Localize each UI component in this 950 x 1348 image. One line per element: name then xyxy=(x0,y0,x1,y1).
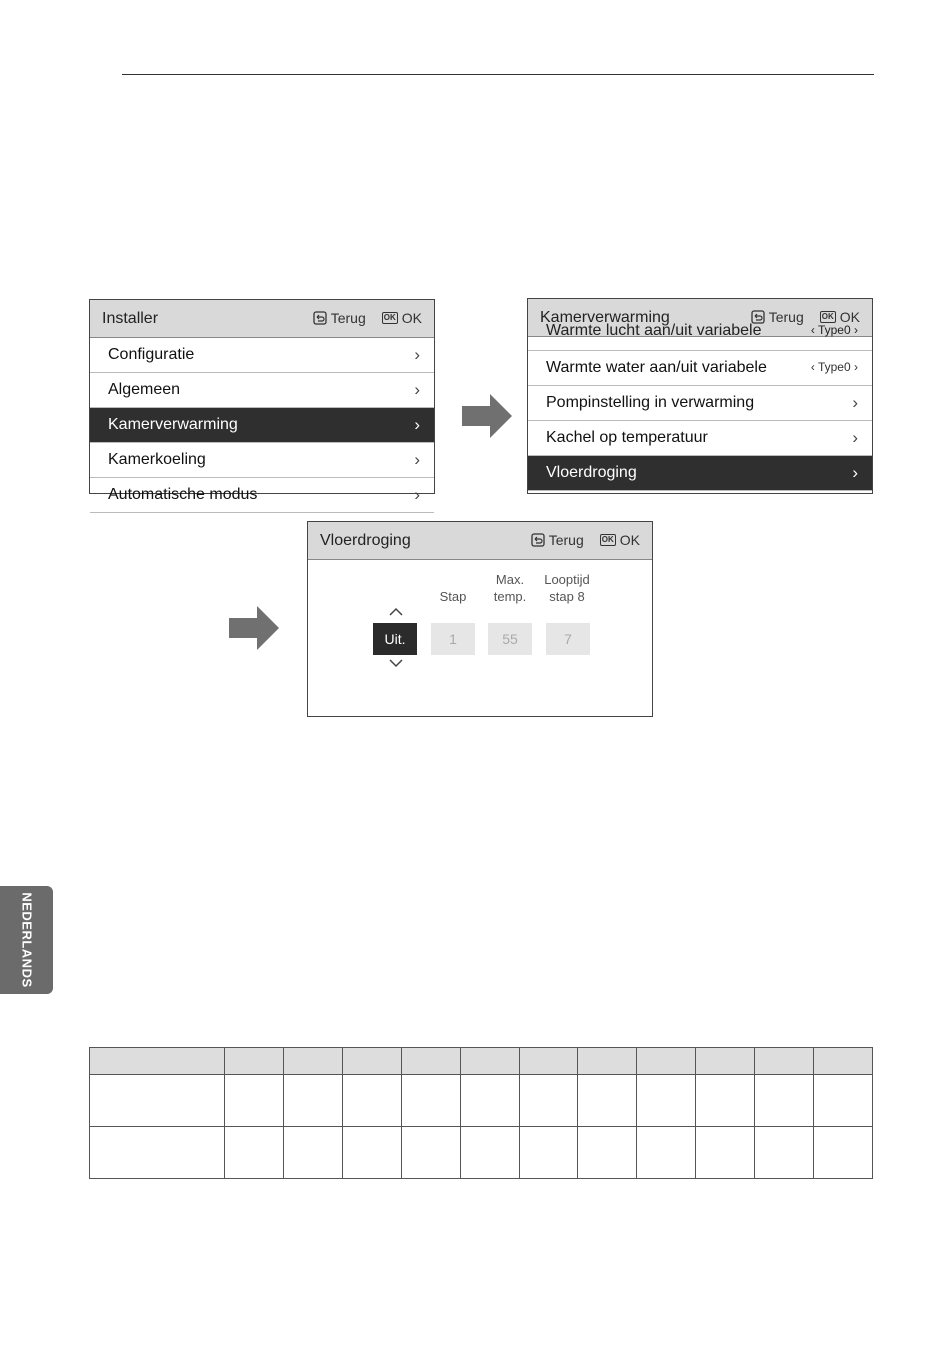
table-cell xyxy=(696,1048,755,1075)
menu-item-label: Automatische modus xyxy=(108,486,258,503)
table-cell xyxy=(637,1075,696,1127)
menu-item-pompinstelling[interactable] xyxy=(528,386,872,421)
menu-item-label: Configuratie xyxy=(108,346,195,363)
option-value[interactable] xyxy=(811,360,858,374)
table-cell xyxy=(755,1075,814,1127)
screen-title: Installer xyxy=(102,310,159,327)
table-cell xyxy=(342,1075,401,1127)
caret-up-icon[interactable] xyxy=(388,607,404,617)
menu-item-vloerdroging[interactable] xyxy=(528,456,872,491)
table-cell xyxy=(225,1075,284,1127)
language-side-tab xyxy=(0,886,53,994)
back-icon[interactable] xyxy=(531,533,545,547)
chevron-left-icon: ‹ xyxy=(810,360,815,374)
table-cell xyxy=(814,1075,873,1127)
ok-label[interactable]: OK xyxy=(619,532,640,548)
side-tab-label: NEDERLANDS xyxy=(19,892,35,988)
table-cell xyxy=(225,1127,284,1179)
arrow-right-icon xyxy=(462,394,514,438)
table-cell xyxy=(90,1075,225,1127)
menu-item-label: Kamerverwarming xyxy=(108,416,238,433)
menu-item-warmte-lucht[interactable] xyxy=(528,322,872,351)
max-temp-value[interactable]: 55 xyxy=(488,623,532,655)
screen-header xyxy=(90,300,434,338)
table-cell xyxy=(401,1048,460,1075)
stap-value[interactable]: 1 xyxy=(431,623,475,655)
col-header-max-line1: Max. xyxy=(495,572,525,587)
col-header-max-temp xyxy=(480,571,540,605)
menu-item-label: Pompinstelling in verwarming xyxy=(546,394,755,411)
chevron-right-icon: › xyxy=(414,415,420,434)
vloerdroging-screen xyxy=(307,521,653,717)
chevron-right-icon: › xyxy=(852,393,858,412)
caret-down-icon[interactable] xyxy=(388,658,404,668)
table-cell xyxy=(696,1075,755,1127)
col-header-loop-line2: stap 8 xyxy=(549,589,585,604)
chevron-right-icon: › xyxy=(414,345,420,364)
table-cell xyxy=(460,1127,519,1179)
menu-item-kamerverwarming[interactable] xyxy=(90,408,434,443)
kamerverwarming-screen xyxy=(527,298,873,494)
menu-item-algemeen[interactable] xyxy=(90,373,434,408)
top-rule xyxy=(122,74,874,75)
menu-item-label: Warmte water aan/uit variabele xyxy=(546,359,767,376)
menu-item-label: Kamerkoeling xyxy=(108,451,206,468)
table-cell xyxy=(814,1127,873,1179)
menu-item-label: Vloerdroging xyxy=(546,464,637,481)
col-header-loop-line1: Looptijd xyxy=(544,572,590,587)
col-header-max-line2: temp. xyxy=(493,589,527,604)
chevron-right-icon: › xyxy=(854,360,858,374)
screen-header xyxy=(308,522,652,560)
back-label[interactable]: Terug xyxy=(768,309,804,325)
table-cell xyxy=(342,1048,401,1075)
table-cell xyxy=(696,1127,755,1179)
menu-item-label: Algemeen xyxy=(108,381,181,398)
table-cell xyxy=(401,1127,460,1179)
table-header-row xyxy=(90,1048,873,1075)
table-cell xyxy=(519,1127,578,1179)
option-value-text: Type0 xyxy=(817,323,851,337)
table-cell xyxy=(637,1127,696,1179)
ok-label[interactable]: OK xyxy=(401,310,422,326)
back-label[interactable]: Terug xyxy=(548,532,584,548)
ok-label[interactable]: OK xyxy=(839,309,860,325)
chevron-right-icon: › xyxy=(852,463,858,482)
table-cell xyxy=(637,1048,696,1075)
header-controls xyxy=(531,532,640,548)
table-cell xyxy=(342,1127,401,1179)
col-header-stap xyxy=(423,588,483,605)
data-table xyxy=(89,1047,873,1179)
table-cell xyxy=(90,1127,225,1179)
table-cell xyxy=(90,1048,225,1075)
table-cell xyxy=(460,1075,519,1127)
ok-icon[interactable]: OK xyxy=(383,313,396,322)
table-row xyxy=(90,1127,873,1179)
col-header-looptijd xyxy=(537,571,597,605)
menu-item-configuratie[interactable] xyxy=(90,338,434,373)
option-value-text: Type0 xyxy=(817,360,851,374)
header-controls xyxy=(313,310,422,326)
table-cell xyxy=(283,1075,342,1127)
table-cell xyxy=(814,1048,873,1075)
ok-icon[interactable]: OK xyxy=(821,312,834,321)
chevron-right-icon: › xyxy=(852,428,858,447)
col-header-stap-text: Stap xyxy=(439,589,467,604)
state-value[interactable]: Uit. xyxy=(373,623,417,655)
table-cell xyxy=(755,1048,814,1075)
table-cell xyxy=(578,1048,637,1075)
table-cell xyxy=(578,1075,637,1127)
table-row xyxy=(90,1075,873,1127)
back-label[interactable]: Terug xyxy=(330,310,366,326)
chevron-right-icon: › xyxy=(414,450,420,469)
menu-item-kachel[interactable] xyxy=(528,421,872,456)
chevron-right-icon: › xyxy=(414,485,420,504)
table-cell xyxy=(401,1075,460,1127)
installer-screen xyxy=(89,299,435,504)
table-cell xyxy=(755,1127,814,1179)
table-cell xyxy=(578,1127,637,1179)
table-cell xyxy=(225,1048,284,1075)
arrow-right-icon xyxy=(229,606,281,650)
back-icon[interactable] xyxy=(313,311,327,325)
table-cell xyxy=(283,1048,342,1075)
looptijd-value[interactable]: 7 xyxy=(546,623,590,655)
ok-icon[interactable]: OK xyxy=(601,535,614,544)
table-cell xyxy=(283,1127,342,1179)
menu-item-label: Warmte lucht aan/uit variabele xyxy=(546,322,762,339)
screen-title: Kamerverwarming xyxy=(540,309,670,326)
menu-item-label: Kachel op temperatuur xyxy=(546,429,708,446)
table-cell xyxy=(460,1048,519,1075)
screen-title: Vloerdroging xyxy=(320,532,411,549)
option-value: ‹ Type0 › xyxy=(810,323,858,337)
menu-item-warmte-water[interactable] xyxy=(528,351,872,386)
chevron-right-icon: › xyxy=(414,380,420,399)
table-cell xyxy=(519,1075,578,1127)
table-cell xyxy=(519,1048,578,1075)
menu-item-automatische-modus[interactable] xyxy=(90,478,434,513)
menu-item-kamerkoeling[interactable] xyxy=(90,443,434,478)
